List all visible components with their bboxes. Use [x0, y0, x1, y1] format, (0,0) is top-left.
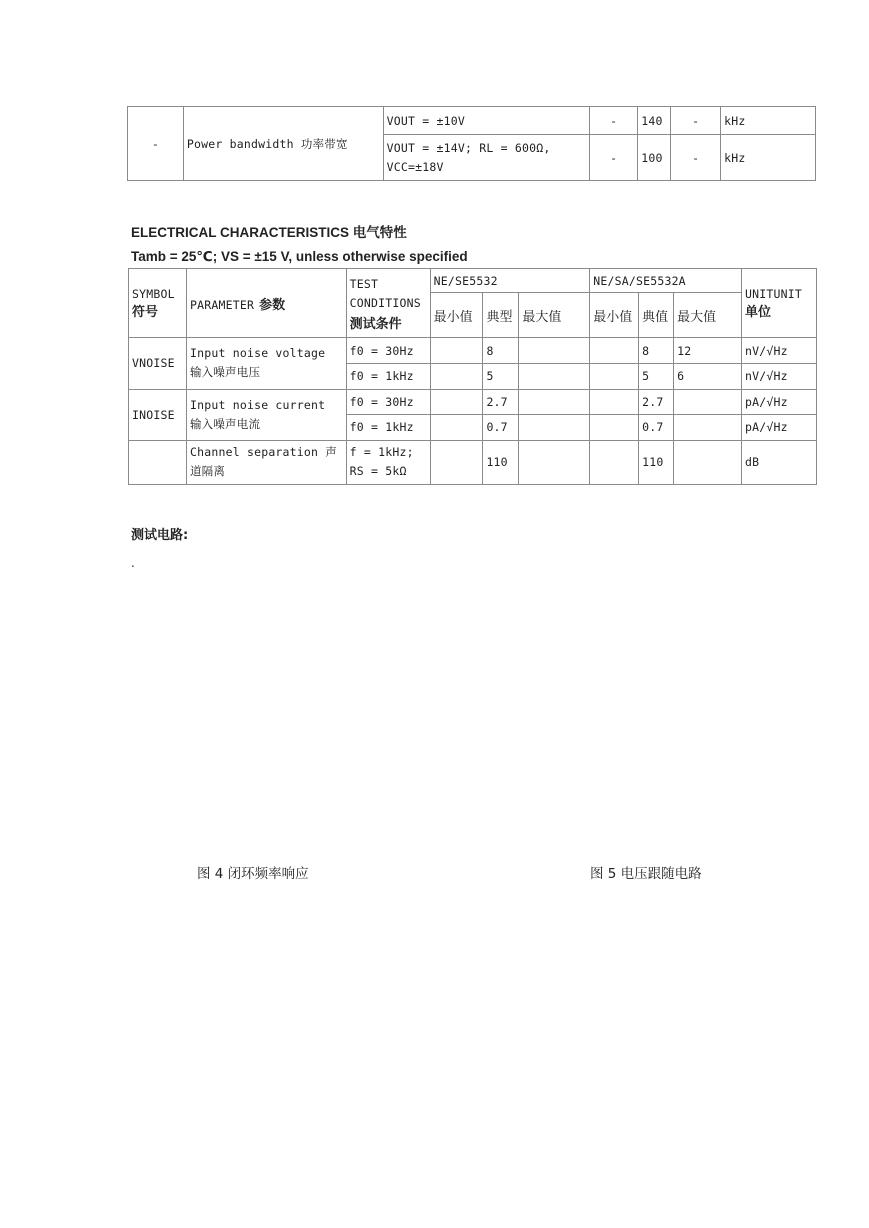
chsep-parameter: Channel separation 声道隔离 — [186, 440, 346, 484]
header-parameter — [186, 269, 346, 338]
vnoise-cond-1: f0 = 30Hz — [346, 338, 430, 364]
condition-cell: VOUT = ±10V — [383, 107, 590, 135]
header-parameter-en: PARAMETER — [189, 297, 255, 312]
chsep-cond: f = 1kHz; RS = 5kΩ — [346, 440, 430, 484]
empty-cell — [519, 440, 590, 484]
empty-cell — [519, 414, 590, 440]
header-group-ne-sa-se5532a: NE/SA/SE5532A — [590, 269, 742, 293]
inoise-parameter: Input noise current 输入噪声电流 — [186, 389, 346, 440]
section-title: ELECTRICAL CHARACTERISTICS 电气特性 — [131, 225, 407, 240]
header-symbol — [129, 269, 187, 338]
header-min: 最小值 — [430, 293, 483, 338]
vnoise-parameter: Input noise voltage 输入噪声电压 — [186, 338, 346, 389]
empty-cell — [590, 338, 639, 364]
vnoise-typ-a-1: 8 — [639, 338, 674, 364]
min-cell: - — [590, 135, 638, 181]
header-unit-en: UNITUNIT — [744, 286, 802, 301]
empty-cell — [430, 389, 483, 414]
power-bandwidth-table — [127, 106, 816, 181]
vnoise-unit-2: nV/√Hz — [741, 364, 816, 389]
inoise-typ-a-2: 0.7 — [639, 414, 674, 440]
test-circuit-dot: . — [131, 556, 135, 570]
inoise-typ-2: 0.7 — [483, 414, 519, 440]
empty-cell — [590, 389, 639, 414]
header-unit — [741, 269, 816, 338]
empty-cell — [590, 414, 639, 440]
figure-4-caption: 图 4 闭环频率响应 — [197, 866, 309, 882]
chsep-typ: 110 — [483, 440, 519, 484]
min-cell: - — [590, 107, 638, 135]
header-unit-zh: 单位 — [744, 304, 771, 320]
empty-cell — [519, 338, 590, 364]
inoise-symbol: INOISE — [129, 389, 187, 440]
empty-cell — [430, 338, 483, 364]
chsep-typ-a: 110 — [639, 440, 674, 484]
inoise-cond-1: f0 = 30Hz — [346, 389, 430, 414]
empty-cell — [674, 389, 742, 414]
condition-cell: VOUT = ±14V; RL = 600Ω, VCC=±18V — [383, 135, 590, 181]
test-circuit-label: 测试电路: — [131, 528, 189, 543]
header-symbol-en: SYMBOL — [132, 286, 175, 301]
typ-cell: 140 — [638, 107, 671, 135]
empty-cell — [519, 364, 590, 389]
figure-5-caption: 图 5 电压跟随电路 — [590, 866, 702, 882]
empty-cell — [590, 364, 639, 389]
unit-cell: kHz — [721, 135, 816, 181]
inoise-typ-1: 2.7 — [483, 389, 519, 414]
header-parameter-zh: 参数 — [259, 297, 286, 313]
header-typ-a: 典值 — [639, 293, 674, 338]
empty-cell — [590, 440, 639, 484]
vnoise-max-a-2: 6 — [674, 364, 742, 389]
header-typ: 典型 — [483, 293, 519, 338]
vnoise-unit-1: nV/√Hz — [741, 338, 816, 364]
vnoise-max-a-1: 12 — [674, 338, 742, 364]
empty-cell — [129, 440, 187, 484]
empty-cell — [430, 440, 483, 484]
vnoise-symbol: VNOISE — [129, 338, 187, 389]
typ-cell: 100 — [638, 135, 671, 181]
vnoise-typ-1: 8 — [483, 338, 519, 364]
symbol-cell: - — [128, 107, 184, 181]
electrical-characteristics-table — [128, 268, 817, 485]
inoise-unit-1: pA/√Hz — [741, 389, 816, 414]
max-cell: - — [671, 107, 721, 135]
chsep-unit: dB — [741, 440, 816, 484]
header-symbol-zh: 符号 — [132, 304, 159, 320]
header-max: 最大值 — [519, 293, 590, 338]
max-cell: - — [671, 135, 721, 181]
parameter-cell: Power bandwidth 功率带宽 — [183, 107, 383, 181]
section-subtitle: Tamb = 25℃; VS = ±15 V, unless otherwise specified — [131, 249, 468, 264]
empty-cell — [674, 414, 742, 440]
header-group-ne-se5532: NE/SE5532 — [430, 269, 590, 293]
header-test-zh: 测试条件 — [349, 316, 402, 332]
inoise-unit-2: pA/√Hz — [741, 414, 816, 440]
unit-cell: kHz — [721, 107, 816, 135]
header-test-en: TEST CONDITIONS — [349, 276, 421, 310]
empty-cell — [430, 364, 483, 389]
empty-cell — [519, 389, 590, 414]
header-min-a: 最小值 — [590, 293, 639, 338]
empty-cell — [430, 414, 483, 440]
vnoise-typ-2: 5 — [483, 364, 519, 389]
empty-cell — [674, 440, 742, 484]
inoise-cond-2: f0 = 1kHz — [346, 414, 430, 440]
inoise-typ-a-1: 2.7 — [639, 389, 674, 414]
vnoise-cond-2: f0 = 1kHz — [346, 364, 430, 389]
header-test-conditions — [346, 269, 430, 338]
header-max-a: 最大值 — [674, 293, 742, 338]
vnoise-typ-a-2: 5 — [639, 364, 674, 389]
